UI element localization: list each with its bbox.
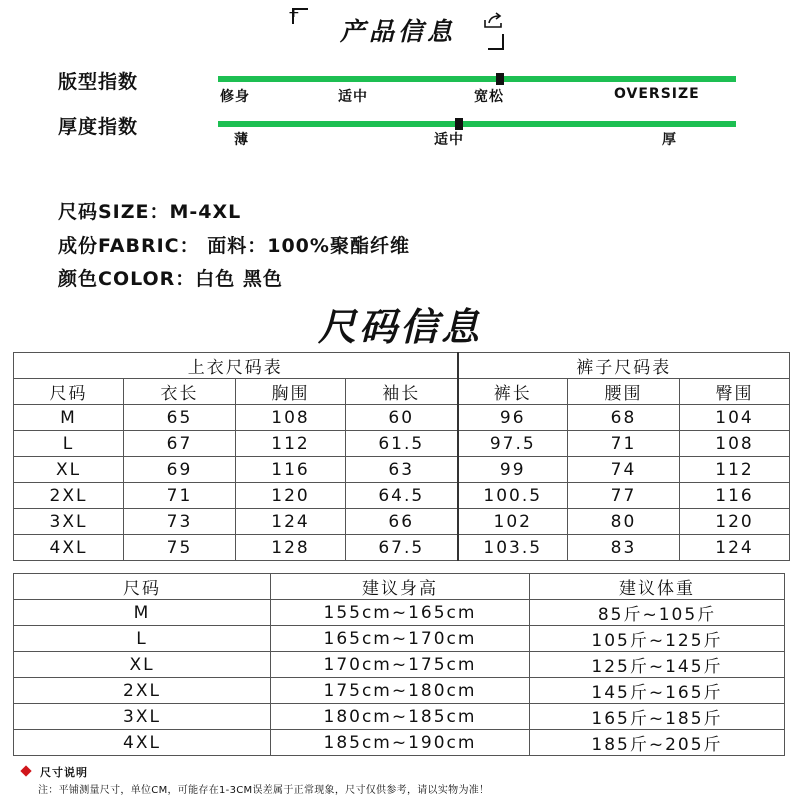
page-title: 产品信息 — [339, 17, 456, 46]
recommendation-table — [13, 573, 785, 756]
table-cell: 99 — [458, 457, 568, 483]
garment-size-table — [13, 352, 790, 561]
table-cell: 100.5 — [458, 483, 568, 509]
table-cell: 2XL — [14, 678, 271, 704]
table-cell: 108 — [236, 405, 346, 431]
fit-scale-4: OVERSIZE — [614, 86, 700, 102]
table-cell: M — [14, 405, 124, 431]
table-cell: 75 — [124, 535, 236, 561]
table-cell: 104 — [680, 405, 790, 431]
table-cell: 71 — [124, 483, 236, 509]
share-icon[interactable] — [482, 10, 506, 30]
table-row — [14, 652, 785, 678]
table-row — [14, 509, 790, 535]
table-cell: XL — [14, 457, 124, 483]
table-row — [14, 704, 785, 730]
table-cell: L — [14, 626, 271, 652]
table-cell: 64.5 — [346, 483, 458, 509]
spec-fabric: 成份FABRIC： 面料：100%聚酯纤维 — [58, 235, 410, 257]
table-cell: 71 — [568, 431, 680, 457]
table-cell: 105斤~125斤 — [530, 626, 785, 652]
fit-scale-3: 宽松 — [474, 89, 504, 105]
table-cell: 60 — [346, 405, 458, 431]
table-cell: 2XL — [14, 483, 124, 509]
table-cell: 155cm~165cm — [271, 600, 530, 626]
table-cell: 185cm~190cm — [271, 730, 530, 756]
column-header: 臀围 — [680, 379, 790, 405]
footer-title: 尺寸说明 — [40, 766, 88, 779]
table-cell: 69 — [124, 457, 236, 483]
table-cell: XL — [14, 652, 271, 678]
table-cell: 103.5 — [458, 535, 568, 561]
column-header: 裤长 — [458, 379, 568, 405]
table-cell: 4XL — [14, 535, 124, 561]
table-header-row — [14, 574, 785, 600]
column-header: 尺码 — [14, 574, 271, 600]
fit-scale-2: 适中 — [338, 89, 368, 105]
table-row — [14, 626, 785, 652]
table-cell: 63 — [346, 457, 458, 483]
table-cell: 83 — [568, 535, 680, 561]
spec-size: 尺码SIZE：M-4XL — [58, 201, 242, 223]
column-header: 胸围 — [236, 379, 346, 405]
footer-note: 注：平铺测量尺寸，单位CM，可能存在1-3CM误差属于正常现象，尺寸仅供参考，请以实物为准！ — [38, 785, 490, 796]
table-cell: 3XL — [14, 704, 271, 730]
table-row — [14, 535, 790, 561]
table-cell: 74 — [568, 457, 680, 483]
table-row — [14, 730, 785, 756]
thickness-index-label: 厚度指数 — [58, 116, 139, 138]
table-cell: 77 — [568, 483, 680, 509]
column-header: 建议身高 — [271, 574, 530, 600]
table-cell: 165斤~185斤 — [530, 704, 785, 730]
table-cell: 124 — [680, 535, 790, 561]
table-row — [14, 405, 790, 431]
table-row — [14, 457, 790, 483]
table-row — [14, 600, 785, 626]
table-row — [14, 678, 785, 704]
table-cell: 145斤~165斤 — [530, 678, 785, 704]
column-header: 腰围 — [568, 379, 680, 405]
table-cell: 120 — [680, 509, 790, 535]
table-row — [14, 483, 790, 509]
column-header: 衣长 — [124, 379, 236, 405]
fit-scale-1: 修身 — [220, 89, 250, 105]
table-group-row — [14, 353, 790, 379]
table-header-row — [14, 379, 790, 405]
table-cell: 170cm~175cm — [271, 652, 530, 678]
table-cell: 124 — [236, 509, 346, 535]
fit-index-marker — [496, 73, 504, 85]
thickness-scale-2: 适中 — [434, 132, 464, 148]
table-cell: 3XL — [14, 509, 124, 535]
fit-index-label: 版型指数 — [58, 71, 139, 93]
table-cell: 120 — [236, 483, 346, 509]
table-cell: 73 — [124, 509, 236, 535]
table-cell: 102 — [458, 509, 568, 535]
table-cell: 4XL — [14, 730, 271, 756]
table-cell: 96 — [458, 405, 568, 431]
table-cell: 85斤~105斤 — [530, 600, 785, 626]
table-cell: 175cm~180cm — [271, 678, 530, 704]
fit-index-bar — [218, 76, 736, 82]
table-cell: 61.5 — [346, 431, 458, 457]
table-cell: 67 — [124, 431, 236, 457]
table-cell: 165cm~170cm — [271, 626, 530, 652]
table-cell: 97.5 — [458, 431, 568, 457]
table-cell: M — [14, 600, 271, 626]
table-cell: 65 — [124, 405, 236, 431]
table-cell: 112 — [680, 457, 790, 483]
table-cell: 128 — [236, 535, 346, 561]
table-cell: 108 — [680, 431, 790, 457]
column-header: 建议体重 — [530, 574, 785, 600]
diamond-icon — [20, 765, 31, 776]
pants-group-header: 裤子尺码表 — [458, 353, 790, 379]
table-cell: 125斤~145斤 — [530, 652, 785, 678]
table-cell: 185斤~205斤 — [530, 730, 785, 756]
thickness-scale-3: 厚 — [662, 132, 677, 148]
thickness-scale-1: 薄 — [234, 132, 249, 148]
table-cell: 66 — [346, 509, 458, 535]
table-row — [14, 431, 790, 457]
table-cell: 116 — [236, 457, 346, 483]
column-header: 尺码 — [14, 379, 124, 405]
table-cell: 180cm~185cm — [271, 704, 530, 730]
plus-icon: + — [288, 5, 300, 21]
column-header: 袖长 — [346, 379, 458, 405]
top-group-header: 上衣尺码表 — [14, 353, 458, 379]
table-cell: 112 — [236, 431, 346, 457]
table-cell: 68 — [568, 405, 680, 431]
table-cell: 116 — [680, 483, 790, 509]
table-cell: L — [14, 431, 124, 457]
thickness-index-bar — [218, 121, 736, 127]
size-info-title: 尺码信息 — [317, 305, 482, 349]
spec-color: 颜色COLOR：白色 黑色 — [58, 268, 283, 290]
table-cell: 67.5 — [346, 535, 458, 561]
table-cell: 80 — [568, 509, 680, 535]
